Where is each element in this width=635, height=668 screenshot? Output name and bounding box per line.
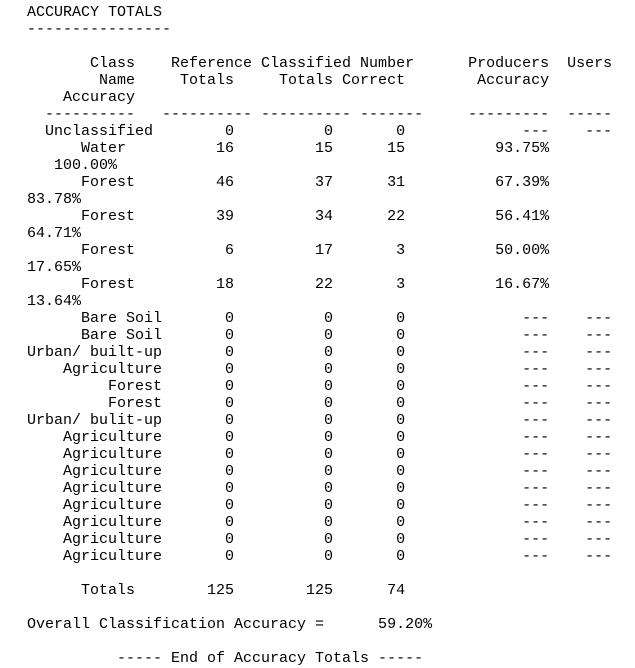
table-row: Agriculture 0 0 0 --- --- bbox=[0, 531, 613, 548]
table-row: Urban/ bulit-up 0 0 0 --- --- bbox=[0, 412, 613, 429]
table-row-forest-2: Forest 39 34 22 56.41% bbox=[0, 208, 550, 225]
table-row-unclassified: Unclassified 0 0 0 --- --- bbox=[0, 123, 613, 140]
report-title: ACCURACY TOTALS bbox=[0, 4, 163, 21]
table-row: Agriculture 0 0 0 --- --- bbox=[0, 429, 613, 446]
table-row: Forest 0 0 0 --- --- bbox=[0, 378, 613, 395]
column-header-3: Accuracy bbox=[0, 89, 136, 106]
report-footer: ----- End of Accuracy Totals ----- bbox=[0, 650, 424, 667]
totals-row: Totals 125 125 74 bbox=[0, 582, 406, 599]
table-row: Agriculture 0 0 0 --- --- bbox=[0, 463, 613, 480]
table-row-water-users-accuracy: 100.00% bbox=[0, 157, 118, 174]
table-row-forest-3: Forest 6 17 3 50.00% bbox=[0, 242, 550, 259]
table-row-forest-4-users-accuracy: 13.64% bbox=[0, 293, 82, 310]
table-row: Forest 0 0 0 --- --- bbox=[0, 395, 613, 412]
table-row-water: Water 16 15 15 93.75% bbox=[0, 140, 550, 157]
table-row: Agriculture 0 0 0 --- --- bbox=[0, 446, 613, 463]
table-row-forest-1-users-accuracy: 83.78% bbox=[0, 191, 82, 208]
column-header-rule: ---------- ---------- ---------- ------- --------- ----- bbox=[0, 106, 613, 123]
overall-accuracy: Overall Classification Accuracy = 59.20% bbox=[0, 616, 433, 633]
table-row: Urban/ built-up 0 0 0 --- --- bbox=[0, 344, 613, 361]
blank-line bbox=[0, 599, 635, 616]
table-row: Bare Soil 0 0 0 --- --- bbox=[0, 310, 613, 327]
blank-line bbox=[0, 38, 635, 55]
table-row: Bare Soil 0 0 0 --- --- bbox=[0, 327, 613, 344]
title-underline: ---------------- bbox=[0, 21, 172, 38]
table-row: Agriculture 0 0 0 --- --- bbox=[0, 548, 613, 565]
column-header-2: Name Totals Totals Correct Accuracy bbox=[0, 72, 550, 89]
table-row: Agriculture 0 0 0 --- --- bbox=[0, 514, 613, 531]
table-row: Agriculture 0 0 0 --- --- bbox=[0, 480, 613, 497]
table-row-forest-4: Forest 18 22 3 16.67% bbox=[0, 276, 550, 293]
blank-line bbox=[0, 633, 635, 650]
table-row-forest-3-users-accuracy: 17.65% bbox=[0, 259, 82, 276]
table-row-forest-1: Forest 46 37 31 67.39% bbox=[0, 174, 550, 191]
blank-line bbox=[0, 565, 635, 582]
table-row: Agriculture 0 0 0 --- --- bbox=[0, 497, 613, 514]
table-row: Agriculture 0 0 0 --- --- bbox=[0, 361, 613, 378]
column-header-1: Class Reference Classified Number Producers Users bbox=[0, 55, 613, 72]
table-row-forest-2-users-accuracy: 64.71% bbox=[0, 225, 82, 242]
accuracy-report bbox=[0, 4, 635, 667]
